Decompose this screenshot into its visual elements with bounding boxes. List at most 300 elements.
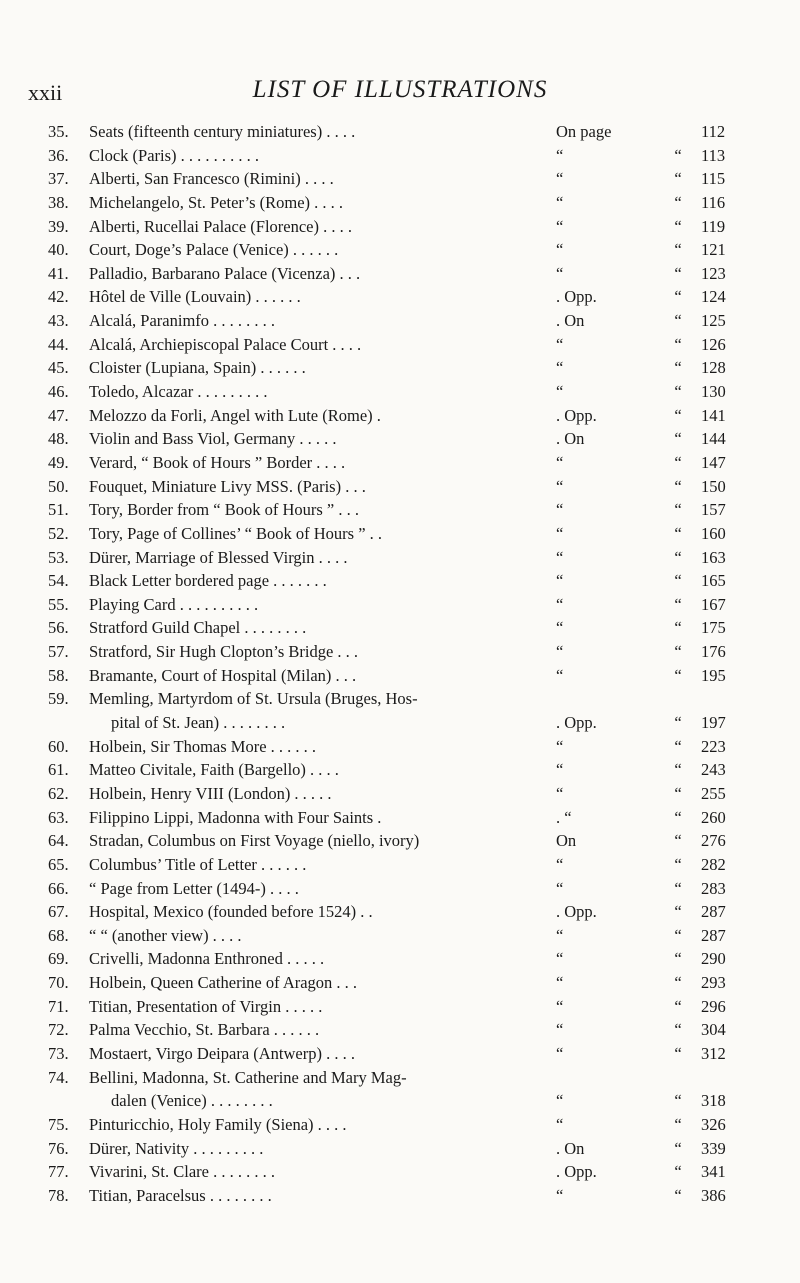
entry-title-line: Alberti, San Francesco (Rimini) . . . . (89, 169, 334, 189)
entry-ditto: “ (674, 476, 682, 496)
entry-number: 65. (48, 854, 69, 874)
entry-page: 223 (701, 736, 726, 756)
entry-number: 42. (48, 287, 69, 307)
entry-title (89, 262, 557, 286)
entry-ditto: “ (674, 1044, 682, 1063)
entry-title (89, 1184, 557, 1208)
entry-number: 66. (48, 878, 69, 898)
entry-title (89, 1042, 557, 1066)
entry-title-line: Palma Vecchio, St. Barbara . . . . . . (89, 1020, 320, 1040)
entry-ditto: “ (674, 665, 682, 685)
entry-title-line: Dürer, Nativity . . . . . . . . . (89, 1138, 264, 1158)
entry-ditto: “ (674, 642, 682, 662)
entry-ditto: “ (674, 240, 682, 260)
entry-location: “ (556, 760, 564, 780)
entry-page: 128 (701, 358, 726, 378)
entry-page: 296 (701, 996, 726, 1016)
entry-title-line: Holbein, Sir Thomas More . . . . . . (89, 736, 317, 756)
entry-title (89, 735, 557, 759)
entry-location: “ (556, 642, 564, 662)
list-item (0, 356, 800, 380)
entry-page: 165 (701, 571, 726, 591)
entry-number: 46. (48, 382, 69, 402)
entry-location: “ (556, 263, 564, 283)
entry-page: 175 (701, 618, 726, 638)
list-item (0, 522, 800, 546)
entry-location: “ (556, 996, 564, 1016)
entry-page: 141 (701, 405, 726, 425)
entry-title (89, 1113, 557, 1137)
entry-page: 318 (701, 1091, 726, 1111)
list-item (0, 782, 800, 806)
entry-number: 70. (48, 973, 69, 993)
entry-title-line: Columbus’ Title of Letter . . . . . . (89, 854, 307, 874)
entry-ditto: “ (674, 382, 682, 402)
list-item (0, 735, 800, 759)
entry-ditto: “ (674, 1185, 682, 1205)
entry-number: 44. (48, 334, 69, 354)
entry-ditto: “ (674, 334, 682, 354)
entry-title (89, 1160, 557, 1184)
list-item (0, 829, 800, 853)
entry-ditto: “ (674, 783, 682, 803)
entry-ditto: “ (674, 713, 682, 733)
entry-number: 56. (48, 618, 69, 638)
entry-location: “ (556, 1114, 564, 1134)
entry-title-line: Filippino Lippi, Madonna with Four Saints . (89, 807, 382, 827)
list-item (0, 144, 800, 168)
entry-title-line: Black Letter bordered page . . . . . . . (89, 571, 327, 591)
entry-title (89, 144, 557, 168)
entry-title (89, 285, 557, 309)
entry-number: 45. (48, 358, 69, 378)
entry-ditto: “ (674, 523, 682, 543)
entry-title (89, 498, 557, 522)
entry-title-line: Palladio, Barbarano Palace (Vicenza) . . . (89, 263, 361, 283)
entry-number: 64. (48, 831, 69, 851)
list-item (0, 1113, 800, 1137)
entry-page: 290 (701, 949, 726, 969)
entry-number: 58. (48, 665, 69, 685)
list-item (0, 309, 800, 333)
entry-number: 52. (48, 523, 69, 543)
entry-ditto: “ (674, 1138, 682, 1158)
entry-title-line: Vivarini, St. Clare . . . . . . . . (89, 1162, 275, 1182)
entry-ditto: “ (674, 973, 682, 993)
entry-ditto: “ (674, 902, 682, 922)
list-item (0, 451, 800, 475)
entry-page: 326 (701, 1114, 726, 1134)
entry-title (89, 829, 557, 853)
entry-location: “ (556, 594, 564, 614)
entry-title (89, 782, 557, 806)
entry-location: “ (556, 854, 564, 874)
entry-page: 312 (701, 1044, 726, 1063)
entry-ditto: “ (674, 760, 682, 780)
entry-page: 126 (701, 334, 726, 354)
entry-ditto: “ (674, 571, 682, 591)
list-item (0, 1160, 800, 1184)
entry-location: . On (556, 429, 585, 449)
list-item (0, 238, 800, 262)
entry-title-line: Clock (Paris) . . . . . . . . . . (89, 145, 260, 165)
entry-location: “ (556, 192, 564, 212)
list-item (0, 616, 800, 640)
entry-page: 130 (701, 382, 726, 402)
list-item (0, 404, 800, 428)
entry-location: “ (556, 949, 564, 969)
entry-title (89, 664, 557, 688)
entry-location: . Opp. (556, 713, 597, 733)
entry-location: “ (556, 169, 564, 189)
entry-title (89, 593, 557, 617)
entry-number: 77. (48, 1162, 69, 1182)
entry-title-line: Pinturicchio, Holy Family (Siena) . . . . (89, 1114, 347, 1134)
entry-page: 124 (701, 287, 726, 307)
entry-title (89, 475, 557, 499)
entry-number: 62. (48, 783, 69, 803)
list-item (0, 498, 800, 522)
list-item (0, 1018, 800, 1042)
entry-title (89, 427, 557, 451)
list-item (0, 1042, 800, 1066)
entry-location: . Opp. (556, 1162, 597, 1182)
entry-ditto: “ (674, 1020, 682, 1040)
entry-page: 160 (701, 523, 726, 543)
entry-page: 116 (701, 192, 726, 212)
entry-ditto: “ (674, 287, 682, 307)
entry-title-line: Memling, Martyrdom of St. Ursula (Bruges, Hos- (89, 689, 418, 709)
entry-number: 37. (48, 169, 69, 189)
entry-title (89, 522, 557, 546)
entry-title (89, 404, 557, 428)
entry-number: 71. (48, 996, 69, 1016)
entry-location: “ (556, 452, 564, 472)
entry-title-continuation: dalen (Venice) . . . . . . . . (111, 1091, 273, 1111)
entry-title (89, 380, 557, 404)
list-item (0, 806, 800, 830)
entry-location: . On (556, 1138, 585, 1158)
entry-location: “ (556, 1044, 564, 1063)
entry-title-line: Alcalá, Paranimfo . . . . . . . . (89, 311, 276, 331)
entry-page: 176 (701, 642, 726, 662)
list-item (0, 640, 800, 664)
entry-title (89, 215, 557, 239)
entry-number: 57. (48, 642, 69, 662)
entry-title-line: Titian, Presentation of Virgin . . . . . (89, 996, 323, 1016)
entry-location: “ (556, 145, 564, 165)
entry-title (89, 309, 557, 333)
entry-ditto: “ (674, 831, 682, 851)
entry-page: 197 (701, 713, 726, 733)
list-item (0, 924, 800, 948)
entry-page: 293 (701, 973, 726, 993)
entry-title-line: Court, Doge’s Palace (Venice) . . . . . . (89, 240, 339, 260)
list-item (0, 947, 800, 971)
entry-ditto: “ (674, 169, 682, 189)
entry-location: . Opp. (556, 902, 597, 922)
entry-title-line: Tory, Border from “ Book of Hours ” . . . (89, 500, 359, 520)
entry-ditto: “ (674, 854, 682, 874)
entry-title (89, 333, 557, 357)
entry-page: 123 (701, 263, 726, 283)
entry-location: “ (556, 382, 564, 402)
entry-number: 40. (48, 240, 69, 260)
entry-ditto: “ (674, 547, 682, 567)
entry-number: 43. (48, 311, 69, 331)
list-item (0, 664, 800, 688)
entry-page: 287 (701, 925, 726, 945)
entry-ditto: “ (674, 192, 682, 212)
list-item (0, 285, 800, 309)
entry-title-line: Matteo Civitale, Faith (Bargello) . . . . (89, 760, 339, 780)
entry-page: 157 (701, 500, 726, 520)
entry-title (89, 356, 557, 380)
list-item (0, 1066, 800, 1113)
entry-number: 41. (48, 263, 69, 283)
list-item (0, 262, 800, 286)
entry-ditto: “ (674, 263, 682, 283)
entry-location: “ (556, 665, 564, 685)
entry-page: 255 (701, 783, 726, 803)
entry-title-line: Titian, Paracelsus . . . . . . . . (89, 1185, 272, 1205)
list-item (0, 687, 800, 734)
entry-page: 119 (701, 216, 726, 236)
entry-number: 39. (48, 216, 69, 236)
entry-number: 61. (48, 760, 69, 780)
list-item (0, 427, 800, 451)
entry-ditto: “ (674, 145, 682, 165)
entry-page: 147 (701, 452, 726, 472)
entry-title-line: Dürer, Marriage of Blessed Virgin . . . . (89, 547, 348, 567)
entry-ditto: “ (674, 594, 682, 614)
entry-title (89, 806, 557, 830)
entry-title (89, 1018, 557, 1042)
entry-number: 73. (48, 1044, 69, 1063)
entry-page: 386 (701, 1185, 726, 1205)
entry-title-line: Toledo, Alcazar . . . . . . . . . (89, 382, 268, 402)
entry-title-line: Stratford, Sir Hugh Clopton’s Bridge . . . (89, 642, 359, 662)
list-item (0, 1137, 800, 1161)
entry-title-line: Tory, Page of Collines’ “ Book of Hours ” . . (89, 523, 383, 543)
entry-title (89, 569, 557, 593)
entry-location: “ (556, 925, 564, 945)
illustrations-list (0, 120, 800, 1208)
list-item (0, 900, 800, 924)
entry-number: 49. (48, 452, 69, 472)
entry-ditto: “ (674, 949, 682, 969)
entry-title-line: Hospital, Mexico (founded before 1524) . . (89, 902, 373, 922)
entry-number: 68. (48, 925, 69, 945)
entry-title (89, 191, 557, 215)
entry-title (89, 853, 557, 877)
entry-title-line: Fouquet, Miniature Livy MSS. (Paris) . . . (89, 476, 366, 496)
list-item (0, 995, 800, 1019)
entry-number: 53. (48, 547, 69, 567)
entry-location: “ (556, 547, 564, 567)
entry-title-line: Crivelli, Madonna Enthroned . . . . . (89, 949, 325, 969)
list-item (0, 569, 800, 593)
entry-number: 60. (48, 736, 69, 756)
entry-title-line: Stradan, Columbus on First Voyage (niello, ivory) (89, 831, 420, 851)
entry-page: 150 (701, 476, 726, 496)
entry-ditto: “ (674, 500, 682, 520)
list-item (0, 758, 800, 782)
entry-page: 113 (701, 145, 726, 165)
entry-number: 35. (48, 122, 69, 141)
entry-page: 115 (701, 169, 726, 189)
entry-ditto: “ (674, 358, 682, 378)
entry-page: 339 (701, 1138, 726, 1158)
entry-ditto: “ (674, 405, 682, 425)
entry-title (89, 947, 557, 971)
entry-title-line: Mostaert, Virgo Deipara (Antwerp) . . . . (89, 1044, 355, 1063)
entry-location: “ (556, 334, 564, 354)
entry-page: 283 (701, 878, 726, 898)
entry-number: 59. (48, 689, 69, 709)
entry-location: “ (556, 1091, 564, 1111)
entry-page: 276 (701, 831, 726, 851)
entry-number: 36. (48, 145, 69, 165)
entry-title (89, 924, 557, 948)
entry-title-line: Seats (fifteenth century miniatures) . . . . (89, 122, 356, 141)
entry-number: 67. (48, 902, 69, 922)
entry-number: 54. (48, 571, 69, 591)
entry-page: 167 (701, 594, 726, 614)
entry-location: “ (556, 1185, 564, 1205)
entry-title (89, 451, 557, 475)
entry-location: “ (556, 618, 564, 638)
entry-number: 75. (48, 1114, 69, 1134)
entry-number: 47. (48, 405, 69, 425)
list-item (0, 877, 800, 901)
entry-location: On (556, 831, 577, 851)
entry-page: 163 (701, 547, 726, 567)
entry-title-line: Michelangelo, St. Peter’s (Rome) . . . . (89, 192, 344, 212)
entry-ditto: “ (674, 429, 682, 449)
entry-title-line: Holbein, Henry VIII (London) . . . . . (89, 783, 332, 803)
entry-ditto: “ (674, 216, 682, 236)
list-item (0, 593, 800, 617)
list-item (0, 1184, 800, 1208)
entry-title (89, 877, 557, 901)
entry-number: 74. (48, 1067, 69, 1087)
entry-number: 69. (48, 949, 69, 969)
entry-ditto: “ (674, 452, 682, 472)
list-item (0, 333, 800, 357)
entry-page: 243 (701, 760, 726, 780)
entry-title-line: Bramante, Court of Hospital (Milan) . . . (89, 665, 357, 685)
entry-number: 51. (48, 500, 69, 520)
entry-title (89, 1066, 557, 1113)
list-item (0, 475, 800, 499)
entry-number: 78. (48, 1185, 69, 1205)
entry-title-line: Bellini, Madonna, St. Catherine and Mary Mag- (89, 1067, 407, 1087)
entry-page: 260 (701, 807, 726, 827)
running-title: LIST OF ILLUSTRATIONS (252, 76, 548, 103)
entry-location: . Opp. (556, 405, 597, 425)
entry-title-line: Playing Card . . . . . . . . . . (89, 594, 259, 614)
entry-title (89, 616, 557, 640)
list-item (0, 167, 800, 191)
entry-page: 195 (701, 665, 726, 685)
entry-location: “ (556, 571, 564, 591)
entry-page: 341 (701, 1162, 726, 1182)
entry-title (89, 900, 557, 924)
entry-page: 121 (701, 240, 726, 260)
entry-location: “ (556, 476, 564, 496)
entry-ditto: “ (674, 1162, 682, 1182)
entry-title (89, 640, 557, 664)
entry-page: 287 (701, 902, 726, 922)
entry-location: “ (556, 973, 564, 993)
entry-location: “ (556, 783, 564, 803)
entry-ditto: “ (674, 736, 682, 756)
entry-title-line: Alcalá, Archiepiscopal Palace Court . . . . (89, 334, 362, 354)
entry-title-line: Melozzo da Forli, Angel with Lute (Rome) . (89, 405, 381, 425)
entry-page: 144 (701, 429, 726, 449)
entry-title (89, 971, 557, 995)
entry-location: . “ (556, 807, 572, 827)
list-item (0, 191, 800, 215)
entry-ditto: “ (674, 925, 682, 945)
entry-location: “ (556, 240, 564, 260)
entry-title-line: Verard, “ Book of Hours ” Border . . . . (89, 452, 346, 472)
entry-number: 72. (48, 1020, 69, 1040)
entry-title (89, 995, 557, 1019)
entry-location: . On (556, 311, 585, 331)
entry-number: 63. (48, 807, 69, 827)
entry-ditto: “ (674, 1114, 682, 1134)
entry-title-line: Alberti, Rucellai Palace (Florence) . . . . (89, 216, 352, 236)
entry-location: “ (556, 500, 564, 520)
entry-title (89, 687, 557, 734)
entry-page: 282 (701, 854, 726, 874)
entry-ditto: “ (674, 1091, 682, 1111)
entry-ditto: “ (674, 878, 682, 898)
entry-title (89, 1137, 557, 1161)
entry-page: 125 (701, 311, 726, 331)
entry-ditto: “ (674, 807, 682, 827)
entry-title-line: Cloister (Lupiana, Spain) . . . . . . (89, 358, 306, 378)
entry-number: 48. (48, 429, 69, 449)
entry-location: On page (556, 122, 612, 141)
entry-location: “ (556, 736, 564, 756)
entry-title (89, 546, 557, 570)
entry-location: . Opp. (556, 287, 597, 307)
entry-page: 304 (701, 1020, 726, 1040)
page-header (0, 72, 800, 106)
entry-location: “ (556, 1020, 564, 1040)
entry-title (89, 120, 557, 144)
entry-title (89, 238, 557, 262)
entry-location: “ (556, 523, 564, 543)
entry-location: “ (556, 358, 564, 378)
entry-title-line: Stratford Guild Chapel . . . . . . . . (89, 618, 307, 638)
entry-title (89, 167, 557, 191)
entry-page: 112 (701, 122, 726, 141)
entry-title (89, 758, 557, 782)
list-item (0, 380, 800, 404)
entry-title-line: Hôtel de Ville (Louvain) . . . . . . (89, 287, 301, 307)
entry-title-line: “ “ (another view) . . . . (89, 925, 242, 945)
entry-number: 76. (48, 1138, 69, 1158)
entry-number: 55. (48, 594, 69, 614)
entry-ditto: “ (674, 618, 682, 638)
entry-ditto: “ (674, 311, 682, 331)
entry-number: 38. (48, 192, 69, 212)
list-item (0, 215, 800, 239)
